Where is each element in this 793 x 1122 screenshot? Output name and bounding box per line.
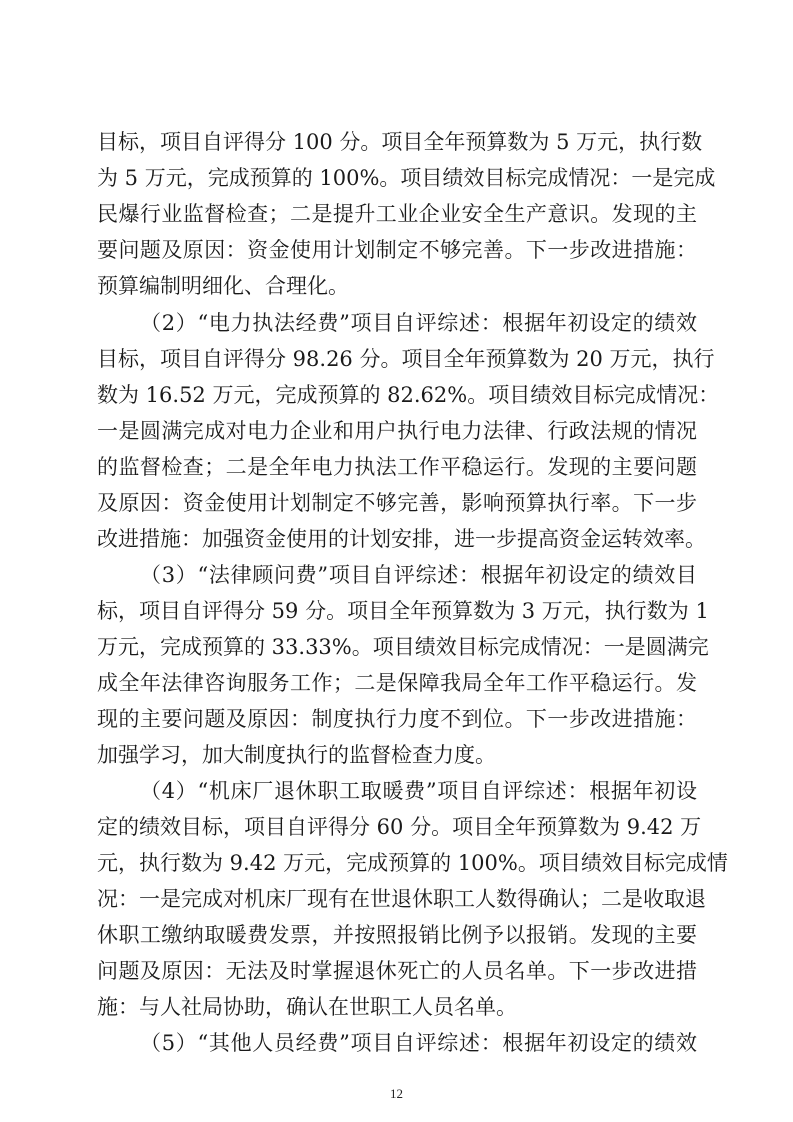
text-line: 休职工缴纳取暖费发票，并按照报销比例予以报销。发现的主要 bbox=[97, 923, 697, 947]
text-line: 为 5 万元，完成预算的 100%。项目绩效目标完成情况：一是完成 bbox=[97, 166, 716, 190]
text-line: 民爆行业监督检查；二是提升工业企业安全生产意识。发现的主 bbox=[97, 202, 697, 226]
text-line: 万元，完成预算的 33.33%。项目绩效目标完成情况：一是圆满完 bbox=[97, 635, 709, 659]
text-line: 数为 16.52 万元，完成预算的 82.62%。项目绩效目标完成情况： bbox=[97, 383, 720, 407]
text-line: 元，执行数为 9.42 万元，完成预算的 100%。项目绩效目标完成情 bbox=[97, 851, 728, 875]
text-line: 及原因：资金使用计划制定不够完善，影响预算执行率。下一步 bbox=[97, 491, 697, 515]
paragraph-heading-2: （2）“电力执法经费”项目自评综述：根据年初设定的绩效 bbox=[140, 311, 697, 335]
text-line: 要问题及原因：资金使用计划制定不够完善。下一步改进措施： bbox=[97, 238, 697, 262]
text-line: 加强学习，加大制度执行的监督检查力度。 bbox=[97, 743, 496, 767]
paragraph-heading-3: （3）“法律顾问费”项目自评综述：根据年初设定的绩效目 bbox=[140, 563, 697, 587]
text-line: 现的主要问题及原因：制度执行力度不到位。下一步改进措施： bbox=[97, 707, 697, 731]
text-line: 目标，项目自评得分 98.26 分。项目全年预算数为 20 万元，执行 bbox=[97, 347, 715, 371]
text-line: 一是圆满完成对电力企业和用户执行电力法律、行政法规的情况 bbox=[97, 419, 697, 443]
text-line: 的监督检查；二是全年电力执法工作平稳运行。发现的主要问题 bbox=[97, 455, 697, 479]
paragraph-heading-5: （5）“其他人员经费”项目自评综述：根据年初设定的绩效 bbox=[140, 1031, 697, 1055]
text-line: 目标，项目自评得分 100 分。项目全年预算数为 5 万元，执行数 bbox=[97, 130, 703, 154]
text-line: 施：与人社局协助，确认在世职工人员名单。 bbox=[97, 995, 517, 1019]
text-line: 况：一是完成对机床厂现有在世退休职工人数得确认；二是收取退 bbox=[97, 887, 706, 911]
text-line: 定的绩效目标，项目自评得分 60 分。项目全年预算数为 9.42 万 bbox=[97, 815, 702, 839]
text-line: 改进措施：加强资金使用的计划安排，进一步提高资金运转效率。 bbox=[97, 527, 706, 551]
paragraph-heading-4: （4）“机床厂退休职工取暖费”项目自评综述：根据年初设 bbox=[140, 779, 697, 803]
text-line: 问题及原因：无法及时掌握退休死亡的人员名单。下一步改进措 bbox=[97, 959, 697, 983]
text-line: 成全年法律咨询服务工作；二是保障我局全年工作平稳运行。发 bbox=[97, 671, 697, 695]
text-line: 标，项目自评得分 59 分。项目全年预算数为 3 万元，执行数为 1 bbox=[97, 599, 709, 623]
page-number: 12 bbox=[390, 1086, 403, 1101]
text-line: 预算编制明细化、合理化。 bbox=[97, 274, 349, 298]
